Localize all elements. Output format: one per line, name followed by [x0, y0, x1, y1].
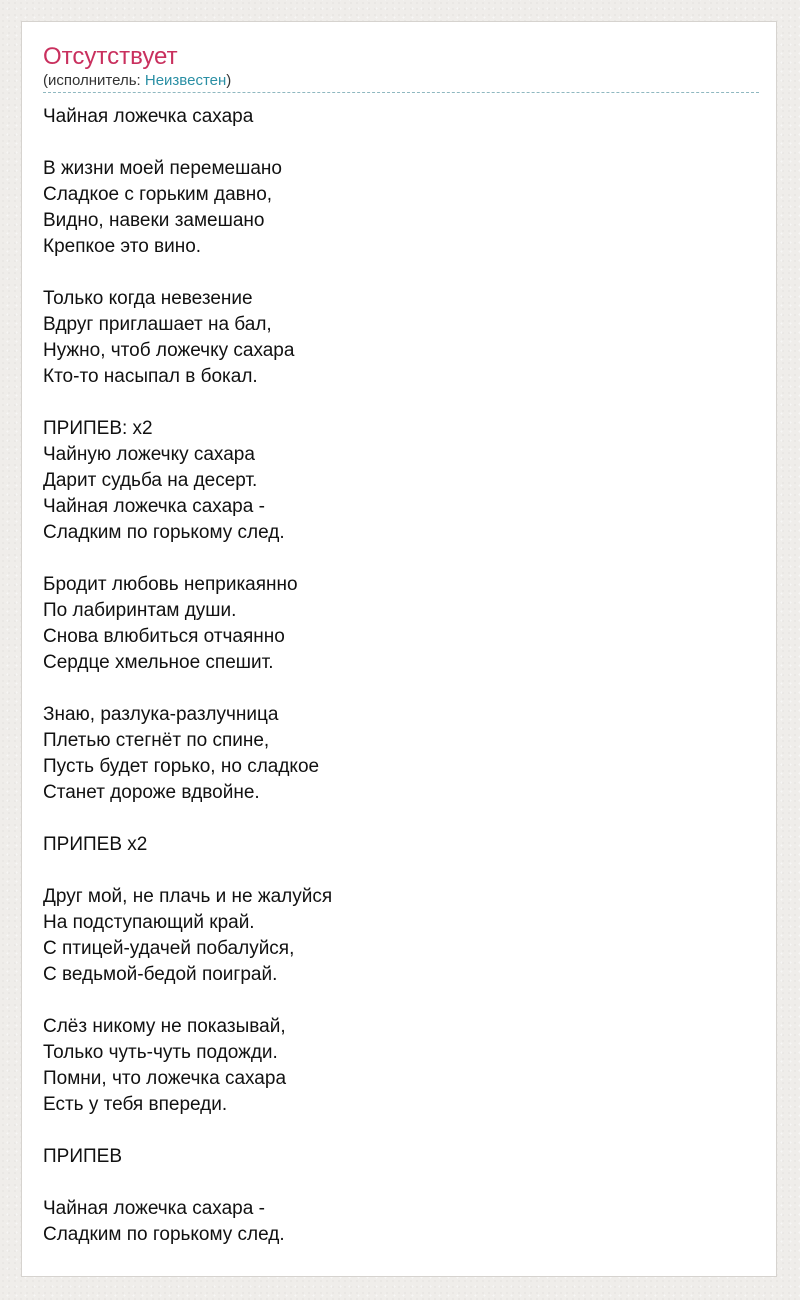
blank-line	[43, 130, 759, 156]
lyric-line: Пусть будет горько, но сладкое	[43, 756, 320, 777]
lyrics-text	[43, 104, 759, 1248]
lyric-line: По лабиринтам души.	[43, 600, 237, 621]
lyric-line: Чайная ложечка сахара -	[43, 496, 265, 517]
blank-line	[43, 858, 759, 884]
lyric-line: Чайная ложечка сахара	[43, 106, 254, 127]
lyric-line: Знаю, разлука-разлучница	[43, 704, 279, 725]
lyric-line: Нужно, чтоб ложечку сахара	[43, 340, 295, 361]
lyric-line: ПРИПЕВ	[43, 1146, 122, 1167]
lyric-line: Бродит любовь неприкаянно	[43, 574, 298, 595]
lyric-line: Сладким по горькому след.	[43, 1224, 285, 1245]
lyric-line: Друг мой, не плачь и не жалуйся	[43, 886, 333, 907]
blank-line	[43, 806, 759, 832]
lyric-line: Плетью стегнёт по спине,	[43, 730, 270, 751]
lyric-line: ПРИПЕВ: x2	[43, 418, 153, 439]
artist-suffix: )	[226, 72, 232, 89]
lyric-line: Сладким по горькому след.	[43, 522, 285, 543]
lyric-line: Чайная ложечка сахара -	[43, 1198, 265, 1219]
lyric-line: На подступающий край.	[43, 912, 255, 933]
artist-line	[43, 72, 759, 93]
lyric-line: Сердце хмельное спешит.	[43, 652, 274, 673]
lyric-line: Видно, навеки замешано	[43, 210, 265, 231]
blank-line	[43, 390, 759, 416]
blank-line	[43, 988, 759, 1014]
lyric-line: ПРИПЕВ x2	[43, 834, 148, 855]
lyric-line: Чайную ложечку сахара	[43, 444, 255, 465]
lyric-line: Есть у тебя впереди.	[43, 1094, 228, 1115]
lyric-line: Станет дороже вдвойне.	[43, 782, 260, 803]
lyric-line: С птицей-удачей побалуйся,	[43, 938, 295, 959]
lyric-line: Снова влюбиться отчаянно	[43, 626, 285, 647]
artist-prefix: (исполнитель:	[43, 72, 145, 89]
lyric-line: Слёз никому не показывай,	[43, 1016, 286, 1037]
lyric-line: В жизни моей перемешано	[43, 158, 282, 179]
lyric-line: Крепкое это вино.	[43, 236, 202, 257]
blank-line	[43, 260, 759, 286]
lyric-line: Сладкое с горьким давно,	[43, 184, 273, 205]
blank-line	[43, 676, 759, 702]
artist-link[interactable]: Неизвестен	[144, 72, 227, 89]
lyric-line: Кто-то насыпал в бокал.	[43, 366, 258, 387]
blank-line	[43, 546, 759, 572]
song-header	[43, 43, 759, 93]
song-title: Отсутствует	[43, 43, 178, 70]
blank-line	[43, 1170, 759, 1196]
lyric-line: Помни, что ложечка сахара	[43, 1068, 287, 1089]
blank-line	[43, 1118, 759, 1144]
lyric-line: Вдруг приглашает на бал,	[43, 314, 272, 335]
lyric-line: С ведьмой-бедой поиграй.	[43, 964, 278, 985]
lyric-line: Только чуть-чуть подожди.	[43, 1042, 278, 1063]
lyric-line: Дарит судьба на десерт.	[43, 470, 258, 491]
lyrics-card	[21, 21, 777, 1277]
lyric-line: Только когда невезение	[43, 288, 253, 309]
